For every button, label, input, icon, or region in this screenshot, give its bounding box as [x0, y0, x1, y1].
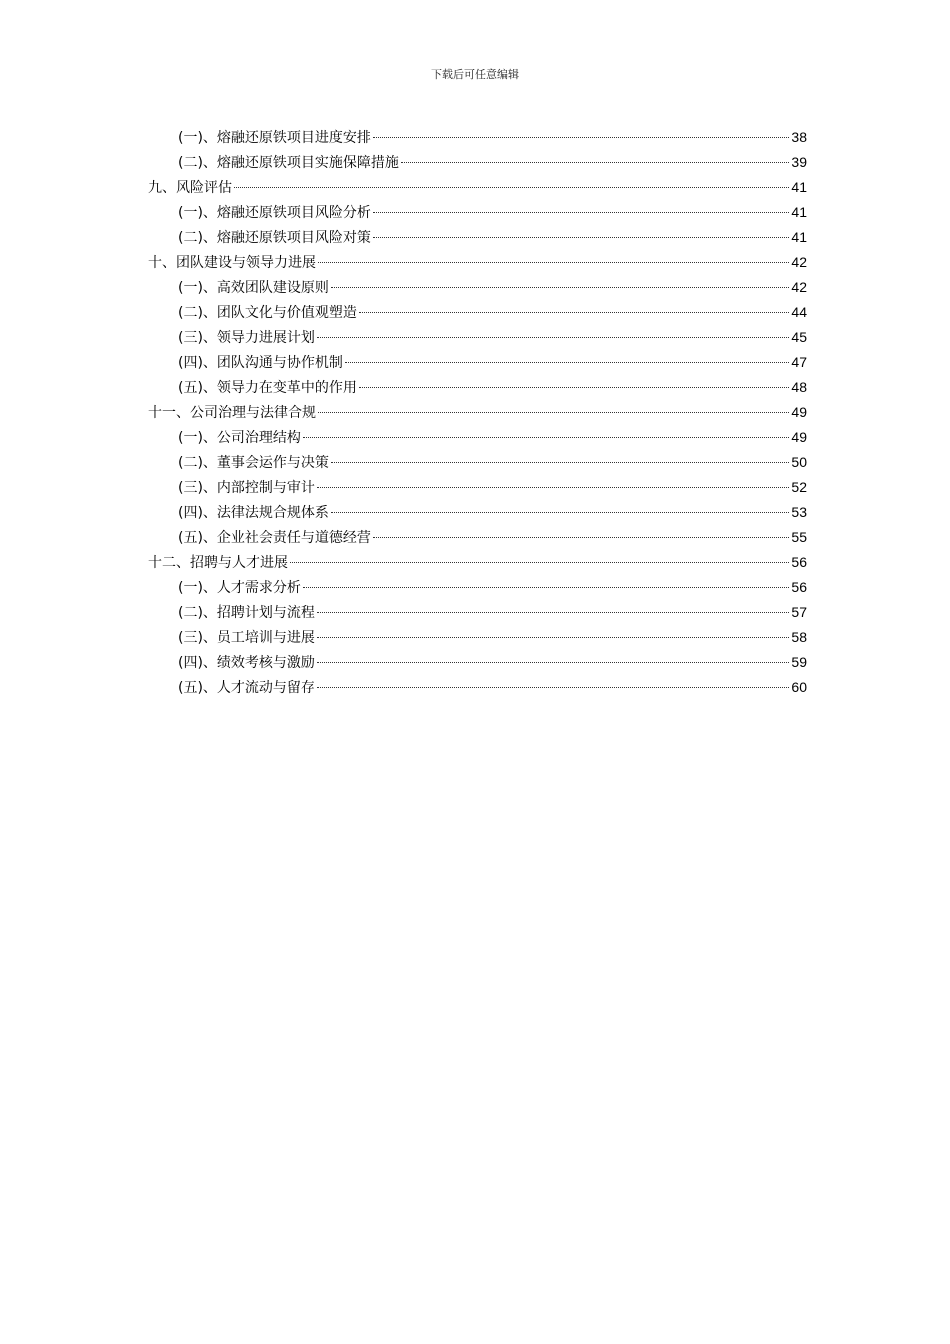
toc-entry-title: (二)、团队文化与价值观塑造: [178, 305, 357, 321]
toc-dot-leader: [318, 412, 789, 413]
toc-section-entry[interactable]: [148, 350, 807, 375]
toc-entry-title: (一)、人才需求分析: [178, 580, 301, 596]
toc-dot-leader: [359, 312, 789, 313]
toc-dot-leader: [331, 512, 789, 513]
toc-page-number: 53: [791, 504, 807, 520]
toc-page-number: 56: [791, 579, 807, 595]
toc-dot-leader: [345, 362, 789, 363]
toc-page-number: 39: [791, 154, 807, 170]
toc-dot-leader: [317, 612, 789, 613]
toc-entry-title: (二)、熔融还原铁项目风险对策: [178, 230, 371, 246]
toc-page-number: 41: [791, 204, 807, 220]
toc-dot-leader: [318, 262, 789, 263]
toc-page-number: 56: [791, 554, 807, 570]
toc-page-number: 45: [791, 329, 807, 345]
toc-chapter-entry[interactable]: [148, 250, 807, 275]
toc-dot-leader: [303, 587, 789, 588]
toc-dot-leader: [331, 287, 789, 288]
toc-dot-leader: [317, 662, 789, 663]
toc-dot-leader: [290, 562, 789, 563]
toc-page-number: 49: [791, 404, 807, 420]
toc-dot-leader: [317, 637, 789, 638]
toc-page-number: 55: [791, 529, 807, 545]
toc-section-entry[interactable]: [148, 325, 807, 350]
toc-section-entry[interactable]: [148, 425, 807, 450]
toc-entry-title: 十二、招聘与人才进展: [148, 555, 288, 571]
toc-entry-title: (五)、企业社会责任与道德经营: [178, 530, 371, 546]
toc-dot-leader: [234, 187, 789, 188]
toc-entry-title: (一)、熔融还原铁项目风险分析: [178, 205, 371, 221]
toc-dot-leader: [359, 387, 789, 388]
toc-dot-leader: [401, 162, 789, 163]
toc-dot-leader: [373, 212, 789, 213]
toc-entry-title: (一)、熔融还原铁项目进度安排: [178, 130, 371, 146]
toc-entry-title: (四)、团队沟通与协作机制: [178, 355, 343, 371]
toc-section-entry[interactable]: [148, 625, 807, 650]
toc-entry-title: (四)、绩效考核与激励: [178, 655, 315, 671]
toc-chapter-entry[interactable]: [148, 175, 807, 200]
toc-entry-title: (一)、公司治理结构: [178, 430, 301, 446]
toc-page-number: 48: [791, 379, 807, 395]
toc-dot-leader: [373, 137, 789, 138]
toc-page-number: 44: [791, 304, 807, 320]
toc-page-number: 50: [791, 454, 807, 470]
toc-entry-title: (一)、高效团队建设原则: [178, 280, 329, 296]
toc-section-entry[interactable]: [148, 600, 807, 625]
toc-chapter-entry[interactable]: [148, 550, 807, 575]
toc-entry-title: (二)、招聘计划与流程: [178, 605, 315, 621]
toc-section-entry[interactable]: [148, 525, 807, 550]
table-of-contents: [148, 125, 807, 700]
toc-section-entry[interactable]: [148, 150, 807, 175]
toc-section-entry[interactable]: [148, 675, 807, 700]
toc-dot-leader: [373, 537, 789, 538]
toc-section-entry[interactable]: [148, 125, 807, 150]
toc-chapter-entry[interactable]: [148, 400, 807, 425]
toc-page-number: 52: [791, 479, 807, 495]
toc-section-entry[interactable]: [148, 200, 807, 225]
toc-section-entry[interactable]: [148, 475, 807, 500]
toc-entry-title: 十、团队建设与领导力进展: [148, 255, 316, 271]
toc-entry-title: (三)、领导力进展计划: [178, 330, 315, 346]
toc-page-number: 42: [791, 254, 807, 270]
toc-section-entry[interactable]: [148, 375, 807, 400]
toc-page-number: 59: [791, 654, 807, 670]
toc-entry-title: (二)、熔融还原铁项目实施保障措施: [178, 155, 399, 171]
toc-page-number: 60: [791, 679, 807, 695]
toc-dot-leader: [317, 337, 789, 338]
toc-entry-title: (三)、员工培训与进展: [178, 630, 315, 646]
toc-entry-title: 十一、公司治理与法律合规: [148, 405, 316, 421]
toc-section-entry[interactable]: [148, 300, 807, 325]
toc-section-entry[interactable]: [148, 575, 807, 600]
toc-dot-leader: [303, 437, 789, 438]
toc-section-entry[interactable]: [148, 650, 807, 675]
toc-page-number: 57: [791, 604, 807, 620]
toc-entry-title: (二)、董事会运作与决策: [178, 455, 329, 471]
toc-section-entry[interactable]: [148, 500, 807, 525]
toc-section-entry[interactable]: [148, 450, 807, 475]
toc-section-entry[interactable]: [148, 275, 807, 300]
page-header: 下载后可任意编辑: [431, 68, 519, 81]
toc-entry-title: (四)、法律法规合规体系: [178, 505, 329, 521]
toc-dot-leader: [373, 237, 789, 238]
toc-page-number: 41: [791, 229, 807, 245]
toc-entry-title: (三)、内部控制与审计: [178, 480, 315, 496]
toc-section-entry[interactable]: [148, 225, 807, 250]
toc-entry-title: (五)、人才流动与留存: [178, 680, 315, 696]
toc-dot-leader: [317, 687, 789, 688]
toc-page-number: 47: [791, 354, 807, 370]
toc-entry-title: (五)、领导力在变革中的作用: [178, 380, 357, 396]
toc-page-number: 42: [791, 279, 807, 295]
toc-page-number: 41: [791, 179, 807, 195]
toc-page-number: 38: [791, 129, 807, 145]
toc-dot-leader: [331, 462, 789, 463]
toc-dot-leader: [317, 487, 789, 488]
toc-entry-title: 九、风险评估: [148, 180, 232, 196]
toc-page-number: 49: [791, 429, 807, 445]
toc-page-number: 58: [791, 629, 807, 645]
